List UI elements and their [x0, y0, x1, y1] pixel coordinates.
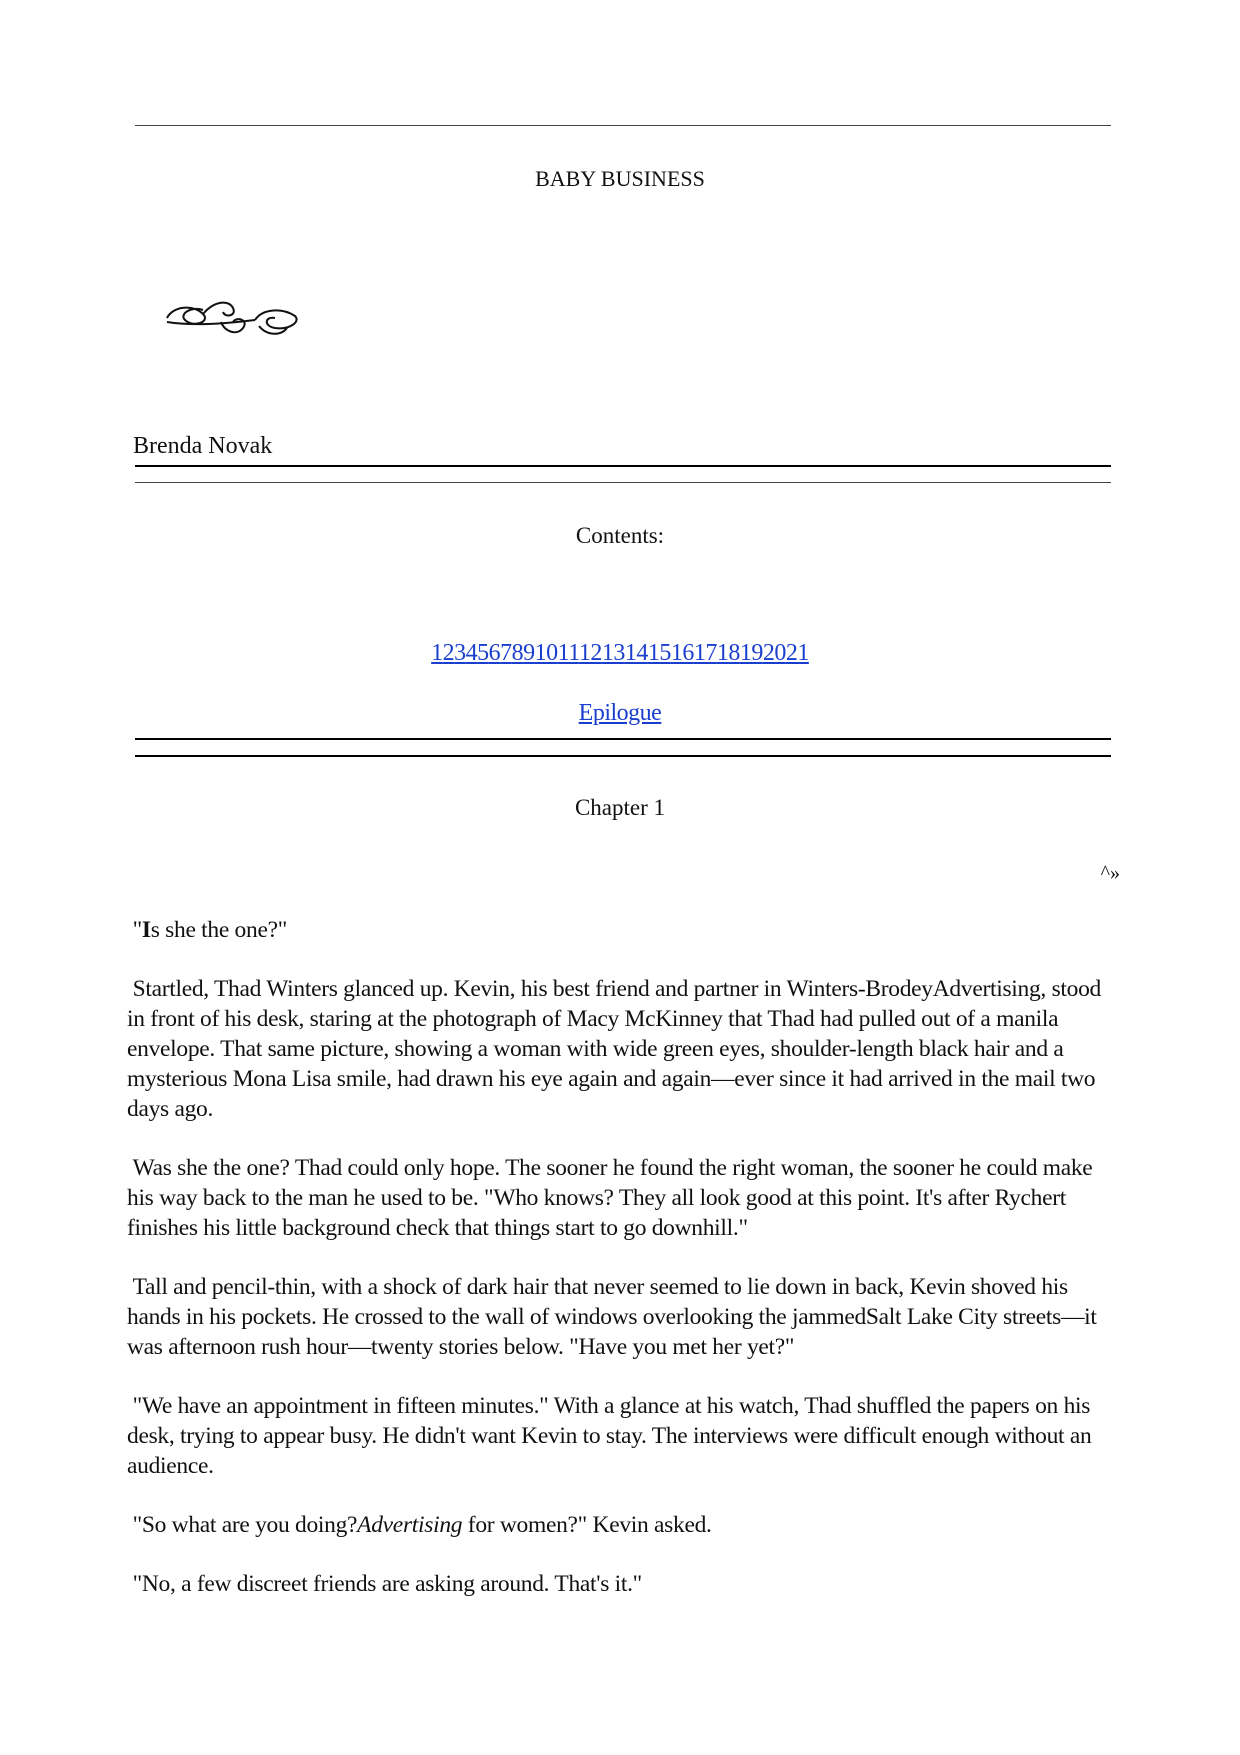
paragraph-6-italic: Advertising: [357, 1512, 463, 1538]
chapter-link-2[interactable]: 2: [442, 640, 455, 666]
chapter-link-20[interactable]: 20: [762, 640, 786, 666]
chapter-link-16[interactable]: 16: [670, 640, 694, 666]
paragraph-6-before: "So what are you doing?: [132, 1512, 358, 1538]
contents-heading: Contents:: [575, 523, 665, 548]
chapter-link-10[interactable]: 10: [534, 640, 558, 666]
chapter-link-1[interactable]: 1: [431, 640, 443, 666]
chapter-link-21[interactable]: 21: [785, 640, 809, 666]
epilogue-link[interactable]: Epilogue: [578, 700, 662, 726]
chapter-link-7[interactable]: 7: [500, 640, 512, 666]
paragraph-2-text: Startled, Thad Winters glanced up. Kevin, his best friend and partner in Winters-BrodeyAdvertising, stood in front of his desk, staring at the photograph of Macy McKinney that Thad had pulled out of a manila envelope. That same picture, showing a woman with wide green eyes, shoulder-length black hair and a mysterious Mona Lisa smile, had drawn his eye again and again—ever since it had arrived in the mail two days ago.: [127, 976, 1101, 1122]
top-divider: [135, 125, 1111, 126]
paragraph-1-text: s she the one?": [150, 917, 287, 943]
chapter-link-11[interactable]: 11: [557, 640, 579, 666]
chapter-link-18[interactable]: 18: [716, 640, 740, 666]
divider: [135, 482, 1111, 483]
book-title: BABY BUSINESS: [535, 166, 705, 191]
chapter-link-14[interactable]: 14: [624, 640, 648, 666]
paragraph-3: [127, 1153, 1117, 1243]
chapter-link-19[interactable]: 19: [739, 640, 763, 666]
chapter-link-9[interactable]: 9: [523, 640, 535, 666]
chapter-link-13[interactable]: 13: [601, 640, 625, 666]
paragraph-4: [127, 1272, 1117, 1362]
paragraph-7: [127, 1569, 1117, 1599]
paragraph-5: [127, 1391, 1117, 1481]
chapter-link-3[interactable]: 3: [454, 640, 466, 666]
chapter-link-15[interactable]: 15: [647, 640, 671, 666]
chapter-link-6[interactable]: 6: [488, 640, 501, 666]
paragraph-6: [127, 1510, 1117, 1540]
chapter-heading: Chapter 1: [574, 795, 666, 820]
paragraph-6-after: for women?" Kevin asked.: [462, 1512, 712, 1538]
chapter-link-4[interactable]: 4: [465, 640, 478, 666]
drop-cap: I: [141, 917, 151, 943]
divider: [135, 755, 1111, 757]
chapter-link-12[interactable]: 12: [578, 640, 602, 666]
paragraph-4-text: Tall and pencil-thin, with a shock of dark hair that never seemed to lie down in back, Kevin shoved his hands in his pockets. He crossed to the wall of windows overlooking the jammedSalt Lake City streets—it was afternoon rush hour—twenty stories below. "Have you met her yet?": [127, 1274, 1097, 1360]
chapter-link-17[interactable]: 17: [693, 640, 717, 666]
chapter-link-5[interactable]: 5: [477, 640, 489, 666]
epilogue-link-wrap: [0, 700, 1240, 727]
author-name: Brenda Novak: [133, 433, 273, 459]
paragraph-2: [127, 974, 1117, 1124]
top-nav-link[interactable]: ^»: [1100, 862, 1120, 884]
divider: [135, 738, 1111, 740]
chapter-links: [0, 640, 1240, 667]
paragraph-1: [127, 915, 1117, 945]
paragraph-5-text: "We have an appointment in fifteen minutes." With a glance at his watch, Thad shuffled the papers on his desk, trying to appear busy. He didn't want Kevin to stay. The interviews were difficult enough without an audience.: [127, 1393, 1092, 1479]
divider: [135, 465, 1111, 467]
paragraph-7-text: "No, a few discreet friends are asking around. That's it.": [132, 1571, 642, 1597]
open-quote: ": [132, 917, 142, 943]
paragraph-3-text: Was she the one? Thad could only hope. The sooner he found the right woman, the sooner he could make his way back to the man he used to be. "Who knows? They all look good at this point. It's after Rychert finishes his little background check that things start to go downhill.": [127, 1155, 1093, 1241]
chapter-link-8[interactable]: 8: [511, 640, 524, 666]
flourish-ornament-icon: [163, 292, 301, 340]
